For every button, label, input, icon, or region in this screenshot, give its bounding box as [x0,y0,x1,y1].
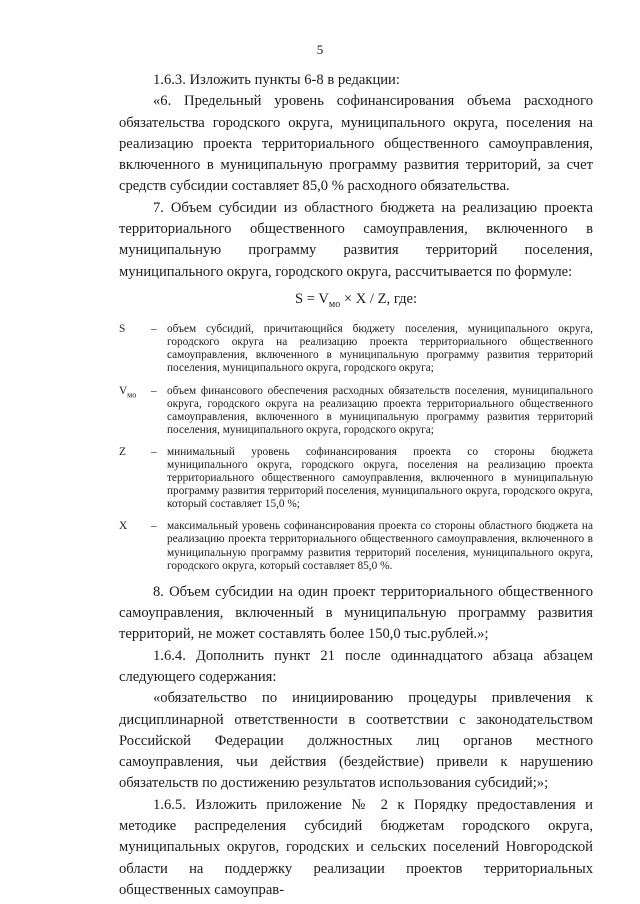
formula [119,289,593,315]
definition-dash: – [151,323,157,336]
definition-row [119,446,593,511]
paragraph-1-6-3: 1.6.3. Изложить пункты 6-8 в редакции: [153,72,400,88]
document-body [119,70,593,901]
definition-text: минимальный уровень софинансирования проекта со стороны бюджета муниципального округа, городского округа, поселения на реализацию проекта территориального общественного самоуправления, включенного в муниципальную программу развития территорий поселения, муниципального округа, городского округа, который составляет 15,0 %; [167,445,593,511]
definition-text: максимальный уровень софинансирования проекта со стороны областного бюджета на реализацию проекта территориального общественного самоуправления, включенного в муниципальную программу развития территорий поселения, муниципального округа, городского округа, который составляет 85,0 %. [167,520,593,572]
paragraph-obligation: «обязательство по инициированию процедуры привлечения к дисциплинарной ответственности в соответствии с законодательством Российской Федерации должностных лиц органов местного самоуправления, чьи действия (бездействие) привели к нарушению обязательств по достижению результатов использования субсидий;»; [119,690,593,792]
definition-text: объем субсидий, причитающийся бюджету поселения, муниципального округа, городского округа на реализацию проекта территориального общественного самоуправления, включенного в муниципальную программу развития территорий поселения, муниципального округа, городского округа; [167,323,593,375]
definition-symbol: X [119,520,128,533]
definition-symbol: S [119,323,126,336]
formula-right: × X / Z, где: [340,290,418,307]
formula-definitions [119,323,593,573]
paragraph-1-6-4: 1.6.4. Дополнить пункт 21 после одиннадцатого абзаца абзацем следующего содержания: [119,647,593,685]
page-number: 5 [316,42,324,57]
definition-symbol: $V_{мо}$ [119,384,137,399]
definition-symbol: Z [119,445,126,458]
paragraph-item-6: «6. Предельный уровень софинансирования объема расходного обязательства городского округа, муниципального округа, поселения на реализацию проекта территориального общественного самоуправления, включенного в муниципальную программу развития территорий, за счет средств субсидии составляет 85,0 % расходного обязательства. [119,93,593,195]
definition-row [119,385,593,437]
formula-subscript: мо [328,298,341,310]
definition-dash: – [151,445,157,458]
formula-left: S = V [294,290,329,307]
definition-row [119,323,593,375]
definition-dash: – [151,384,157,397]
definition-text: объем финансового обеспечения расходных обязательств поселения, муниципального округа, городского округа на реализацию проекта территориального общественного самоуправления, включенного в муниципальную программу развития территорий поселения, муниципального округа, городского округа; [167,384,593,436]
definition-dash: – [151,520,157,533]
paragraph-item-7: 7. Объем субсидии из областного бюджета на реализацию проекта территориального общественного самоуправления, включенного в муниципальную программу развития территорий поселения, муниципального округа, городского округа, рассчитывается по формуле: [119,199,593,280]
definition-row [119,520,593,572]
paragraph-1-6-5: 1.6.5. Изложить приложение № 2 к Порядку предоставления и методике распределения субсидий бюджетам городского округа, муниципальных округов, городских и сельских поселений Новгородской области на поддержку реализации проектов территориальных общественных самоуправ- [119,796,593,898]
paragraph-item-8: 8. Объем субсидии на один проект территориального общественного самоуправления, включенный в муниципальную программу развития территорий, не может составлять более 150,0 тыс.рублей.»; [119,583,593,643]
